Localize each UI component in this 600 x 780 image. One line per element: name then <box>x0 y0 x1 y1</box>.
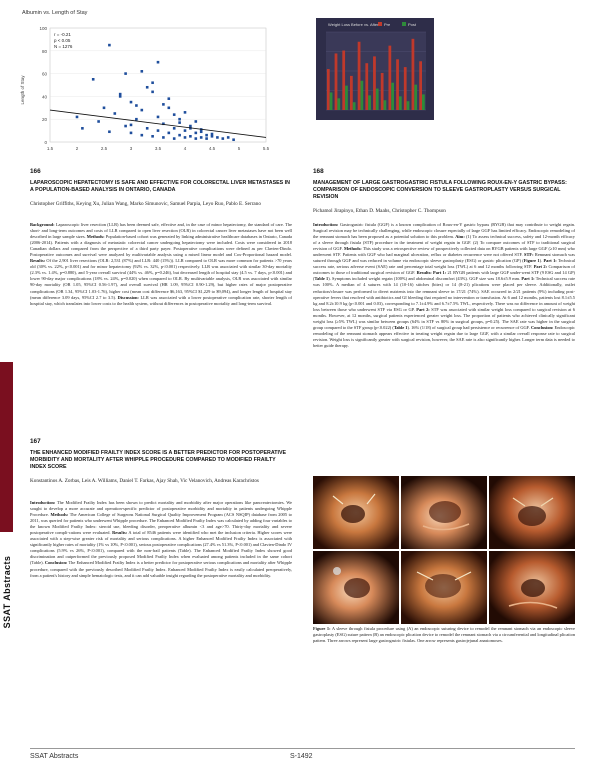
photo-b2 <box>401 551 487 624</box>
scatter-point <box>151 81 154 84</box>
scatter-point <box>216 136 219 139</box>
scatter-point <box>178 134 181 137</box>
bar-post <box>414 85 417 110</box>
figure-1-caption: Figure 1: A sleeve through fistula procedure using (A) an endoscopic suturing device to remodel the remnant stomach via an endoscopic sleeve gastroplasty (ESG) suture pattern (B) an endoscopic plication device to remodel the remnant stomach via a circumferential and longitudinal plication pattern. Three arrows represent large gastrogastric fistulas. One arrow represents gastrojejunal anastomoses. <box>313 626 576 644</box>
scatter-point <box>76 116 79 119</box>
scatter-x-tick-label: 3 <box>129 146 133 151</box>
bar-pre <box>327 69 330 110</box>
scatter-point <box>151 135 154 138</box>
scatter-point <box>97 120 100 123</box>
scatter-point <box>135 104 138 107</box>
bar-chart <box>316 18 434 120</box>
scatter-point <box>168 97 171 100</box>
bar-chart-figure <box>316 18 434 120</box>
bar-pre <box>381 73 384 110</box>
scatter-point <box>168 107 171 110</box>
abstract-166-body: Background: Laparoscopic liver resection (LLR) has been deemed safe, effective and, in the case of minor hepatectomy, the standard of care. The short- and long-term outcomes and costs of LLR compared to open liver resection (OLR) in colorectal cancer liver metastases have not been well described in large sample sizes. Methods: Population-based cohort was generated by linking administrative healthcare databases in Ontario, Canada (2006-2014). Patients with a diagnosis of metastatic colorectal cancer undergoing hepatectomy were included. Costs were considered in 2018 Canadian dollars and compared from the perspective of a third party payer. Postoperative complications were defined as per Clavien-Dindo. Postoperative outcomes and survival were analyzed by multivariable analysis using a mixed linear model and Cox-Proportional hazard model. Results: Of the 2,901 liver resections (OLR: 2,531 (87%) and LLR: 440 (15%)). LLR compared to OLR was more common for patients >70 years old (30% vs. 22%, p<0.001) and for minor hepatectomy (92% vs. 32%, p<0.001) respectively. LLR was associated with similar 30-day mortality (2.3% vs. 1.4%, p=0.880), and 5-year overall survival (44% vs. 46%, p=0.246), but decreased length of hospital stay (4.5 vs. 7 days, p<0.001) and lower 90-day major complications (18% vs. 24%, p=0.020) when compared to OLR. By multivariable analysis, OLR was associated with similar 90-day mortality (OR 1.05, 95%CI 0.56-1.97), and overall survival (HR 1.09, 95%CI 0.90-1.29), but higher rates of major postoperative complications (OR 1.34, 95%CI 1.03-1.76), higher cost (mean cost difference $6,163, 95%CI $1,229 to $9,094), and longer length of hospital stay (mean difference 3.09 days, 95%CI 2.7 to 3.5). Discussion: LLR was associated with a lower postoperative complication rate, shorter length of hospital stay, which translates into lower costs to the health system, without differences in postoperative mortality and long-term survival. <box>30 222 292 306</box>
abstract-167-title: THE ENHANCED MODIFIED FRAILTY INDEX SCORE IS A BETTER PREDICTOR FOR POSTOPERATIVE MORBIDITY AND MORTALITY AFTER WHIPPLE PROCEDURE COMPARED TO MODIFIED FRAILTY INDEX SCORE <box>30 450 287 470</box>
scatter-legend-line: r = -0.21 <box>54 32 71 37</box>
bar-post <box>376 89 379 110</box>
scatter-plot <box>16 10 278 162</box>
scatter-title: Albumin vs. Length of Stay <box>22 10 88 16</box>
scatter-x-tick-label: 1.5 <box>46 146 54 151</box>
scatter-y-tick-label: 40 <box>41 94 47 100</box>
bar-pre <box>365 63 368 110</box>
bar-pre <box>335 53 338 110</box>
scatter-point <box>184 129 187 132</box>
footer-journal-name: SSAT Abstracts <box>30 753 79 760</box>
scatter-point <box>157 116 160 119</box>
abstract-166-number: 166 <box>30 168 41 175</box>
bar-pre <box>358 42 361 110</box>
scatter-point <box>184 136 187 139</box>
photo-a3 <box>489 476 575 549</box>
bar-post <box>330 92 333 110</box>
bar-pre <box>396 59 399 110</box>
scatter-point <box>200 136 203 139</box>
scatter-legend-line: N = 1276 <box>54 44 73 49</box>
scatter-point <box>232 138 235 141</box>
bar-legend-swatch <box>402 22 406 26</box>
abstract-168-body: Introduction: Gastrogastric fistula (GGF) is a known complication of Roux-en-Y gastric bypass (RYGB) that may contribute to weight regain. Surgical revision may be technically challenging, while endoscopic closure especially of large GGF has limited efficacy. Endoscopic remodeling of the remnant stomach has been proposed as a potential solution to this problem. Aim: (1) To assess technical success, safety and 12-month efficacy of a sleeve through fistula (STF) procedure in the treatment of weight regain in GGF. (2) To compare outcomes of STF to traditional surgical revision of GGF. Methods: This study was a retrospective review of prospectively collected data on RYGB patients with large GGF (≥10 mm) who underwent STF. Patients with GGF who had marginal ulceration, reflux or diabetes recurrence were not offered STF. STF: Remnant stomach was sutured through GGF and was reduced in volume via endoscopic sleeve gastroplasty (ESG) or gastric plication (GP) (Figure 1). Part 1: Technical success rate, serious adverse event (SAE) rate and percentage total weight loss (TWL) at 6 and 12 months following STF. Part 2: Comparison of outcomes to those of traditional surgical revision of GGF. Results: Part 1: 21 RYGB patients with large GGF under-went STF (9 ESG and 14 GP) (Table 1). Symptoms included weight regain (100%) and abdominal discomfort (43%). GGF size was 18.6±5.9 mm. Part 1: Technical success rate was 100%. A median of 4 sutures with 14 (10-16) stitches (bites) or 14 (8-21) plications were placed per sleeve. Additionally, outlet reduction/closure was performed to divert nutrients into the remnant sleeve in 17/21 (74%). SAE occurred in 2/21 patients (9%) including post-operative fevers that resolved with antibiotics and GI bleeding that required no intervention or transfusion. At 6 and 12 months, patients lost 8.1±5.5 kg and 8.2±10.9 kg (p<0.001 and 0.03), corresponding to 7.1±4.9% and 6.7±7.5% TWL, respectively. There was no difference in amount of weight loss between those who underwent STF via ESG or GP. Part 2: STF was associated with similar weight loss compared to surgical revision at 6 months. However, at 12 months, surgical patients experienced greater weight loss. The proportion of patients who achieved clinically significant weight loss (≥5% TWL) was similar between groups (64% in STF vs 80% in surgical groups, p=0.25). The SAE rate was higher in the surgical group compared to the STF group (p<0.022) (Table 1). 16% (1/18) of surgical group had persistence or recurrence of GGF. Conclusion: Endoscopic remodeling of the remnant stomach appears effective in treating weight regain due to large GGF, with a similar overall response rate to surgical revision. Weight loss is significantly greater with surgical revision, however, the SAE rate is also significantly higher. Longer term data is needed to better guide therapy. <box>313 222 575 348</box>
bar-post <box>353 102 356 110</box>
scatter-point <box>119 93 122 96</box>
photo-a2 <box>401 476 487 549</box>
scatter-point <box>227 136 230 139</box>
scatter-point <box>222 137 225 140</box>
scatter-y-tick-label: 80 <box>41 48 47 54</box>
abstract-168-title: MANAGEMENT OF LARGE GASTROGASTRIC FISTULA FOLLOWING ROUX-EN-Y GASTRIC BYPASS: COMPARISON OF ENDOSCOPIC CONVERSION TO SLEEVE GASTROPLASTY VERSUS SURGICAL REVISION <box>313 180 567 200</box>
scatter-point <box>200 130 203 133</box>
bar-legend-label: Pre <box>384 22 391 27</box>
abstract-167-body: Introduction: The Modified Frailty Index has been shown to predict mortality and morbidity after major operations like pancreatectomies. We sought to develop a more accurate and operation-specific predictor of postoperative morbidity and mortality in patients undergoing Whipple Procedure. Methods: The American College of Surgeons National Surgical Quality Improvement Program (ACS NSQIP) database from 2005 to 2011, was queried for patients who underwent Whipple procedure. The Enhanced Modified Frailty Index was calculated by adding four variables to the known Modified Frailty Index: steroid use, bleeding disorder, preoperative albumin <3 and age>70. Thirty-day mortality and severe postoperative compli-cations were evaluated. Results: A total of 8546 patients were identified who met the inclusion criteria. Higher scores were associated with a step-wise greater risk of mortality and serious complications. A higher Enhanced Modified Frailty Index is associated with significantly higher rates of mortality (1% vs 10%, P<0.001), serious postoperative complications (27.4% vs 51.3%, P<0.001) and Clavien-Dindo IV complications (5.9% vs 26%, P<0.001), compared with the non-frail patients (Table). The Enhanced Modified Frailty Index showed good discrimination and outperformed the previously proposed Modified Frailty Index when evaluated among patients included in the same cohort (Table). Conclusion: The Enhanced Modified Frailty Index is a better predictor for postoperative serious complications and mortality after Whipple procedure, compared with the previously described Modified Frailty Index. Enhanced Modified Frailty Index is easily calculated preoperatively, from a patient's history and simple hematologic tests, and it can add valuable insight regarding the postoperative mortality and morbidity. <box>30 500 292 578</box>
bar-pre <box>412 39 415 110</box>
scatter-point <box>157 61 160 64</box>
bar-post <box>399 96 402 110</box>
scatter-point <box>119 95 122 98</box>
bar-post <box>368 95 371 110</box>
scatter-point <box>211 133 214 136</box>
figure-1-photos <box>313 476 575 624</box>
side-accent-bar <box>0 362 13 532</box>
bar-post <box>384 100 387 110</box>
scatter-point <box>205 134 208 137</box>
scatter-point <box>124 72 127 75</box>
scatter-point <box>151 91 154 94</box>
scatter-point <box>92 78 95 81</box>
scatter-x-tick-label: 4 <box>183 146 187 151</box>
bar-legend-swatch <box>378 22 382 26</box>
scatter-x-tick-label: 5 <box>237 146 241 151</box>
bar-legend-label: Post <box>408 22 417 27</box>
scatter-point <box>189 135 192 138</box>
abstract-166-authors: Christopher Griffiths, Keying Xu, Julian Wang, Marko Simunovic, Samuel Parpia, Leyo Ruo, Pablo E. Serrano <box>30 201 261 207</box>
scatter-point <box>168 132 171 135</box>
bar-pre <box>373 56 376 110</box>
bar-chart-title: Weight Loss Before vs. After <box>328 22 379 27</box>
bar-post <box>337 98 340 110</box>
abstract-168-number: 168 <box>313 168 324 175</box>
side-tab-label: SSAT Abstracts <box>2 555 12 629</box>
scatter-point <box>162 103 165 106</box>
footer-page-number: S-1492 <box>290 753 313 760</box>
bar-post <box>391 83 394 110</box>
scatter-point <box>195 137 198 140</box>
scatter-x-tick-label: 5.5 <box>262 146 270 151</box>
scatter-plot-area <box>50 28 266 142</box>
bar-pre <box>342 51 345 110</box>
scatter-point <box>141 109 144 112</box>
abstract-168-authors: Pichamol Jirapinyo, Ethan D. Maahs, Christopher C. Thompson <box>313 208 446 214</box>
scatter-point <box>205 137 208 140</box>
scatter-x-tick-label: 4.5 <box>208 146 216 151</box>
scatter-point <box>130 124 133 127</box>
abstract-167-authors: Konstantinos A. Zorbas, Leis A. Williams, Daniel T. Farkas, Ajay Shah, Vic Velanovich, Andreas Karachristos <box>30 478 259 484</box>
endoscopic-image-grid <box>313 476 575 624</box>
scatter-point <box>173 113 176 116</box>
scatter-point <box>146 86 149 89</box>
scatter-point <box>189 125 192 128</box>
scatter-point <box>108 130 111 133</box>
scatter-point <box>184 111 187 114</box>
scatter-point <box>108 44 111 47</box>
scatter-point <box>173 137 176 140</box>
bar-post <box>407 101 410 110</box>
scatter-y-axis-label: Length of Stay <box>20 75 25 105</box>
scatter-point <box>173 127 176 130</box>
bar-post <box>360 81 363 110</box>
scatter-x-tick-label: 3.5 <box>154 146 162 151</box>
scatter-point <box>195 120 198 123</box>
photo-b3 <box>489 551 575 624</box>
bar-pre <box>388 46 391 110</box>
scatter-point <box>130 101 133 104</box>
scatter-legend-line: p < 0.05 <box>54 38 71 43</box>
scatter-y-tick-label: 60 <box>41 71 47 77</box>
scatter-point <box>135 118 138 121</box>
bar-post <box>345 86 348 110</box>
bar-post <box>422 94 425 110</box>
scatter-point <box>146 127 149 130</box>
bar-pre <box>419 61 422 110</box>
photo-a1 <box>313 476 399 549</box>
scatter-point <box>114 112 117 115</box>
scatter-point <box>211 135 214 138</box>
scatter-point <box>195 132 198 135</box>
scatter-point <box>103 107 106 110</box>
scatter-point <box>81 127 84 130</box>
scatter-x-tick-label: 2.5 <box>100 146 108 151</box>
scatter-point <box>141 134 144 137</box>
scatter-figure <box>16 10 278 162</box>
footer-rule <box>30 748 575 749</box>
scatter-point <box>178 118 181 121</box>
scatter-point <box>157 129 160 132</box>
scatter-point <box>141 70 144 73</box>
scatter-y-tick-label: 20 <box>41 117 47 123</box>
abstract-166-title: LAPAROSCOPIC HEPATECTOMY IS SAFE AND EFFECTIVE FOR COLORECTAL LIVER METASTASES IN A POPULATION-BASED ANALYSIS IN ONTARIO, CANADA <box>30 180 290 193</box>
scatter-point <box>178 121 181 124</box>
photo-b1 <box>313 551 399 624</box>
scatter-y-tick-label: 0 <box>44 140 47 145</box>
scatter-point <box>162 136 165 139</box>
bar-pre <box>404 67 407 110</box>
scatter-point <box>124 125 127 128</box>
scatter-x-tick-label: 2 <box>75 146 79 151</box>
bar-pre <box>350 76 353 110</box>
abstract-167-number: 167 <box>30 438 41 445</box>
scatter-point <box>130 132 133 135</box>
scatter-y-tick-label: 100 <box>39 26 47 31</box>
